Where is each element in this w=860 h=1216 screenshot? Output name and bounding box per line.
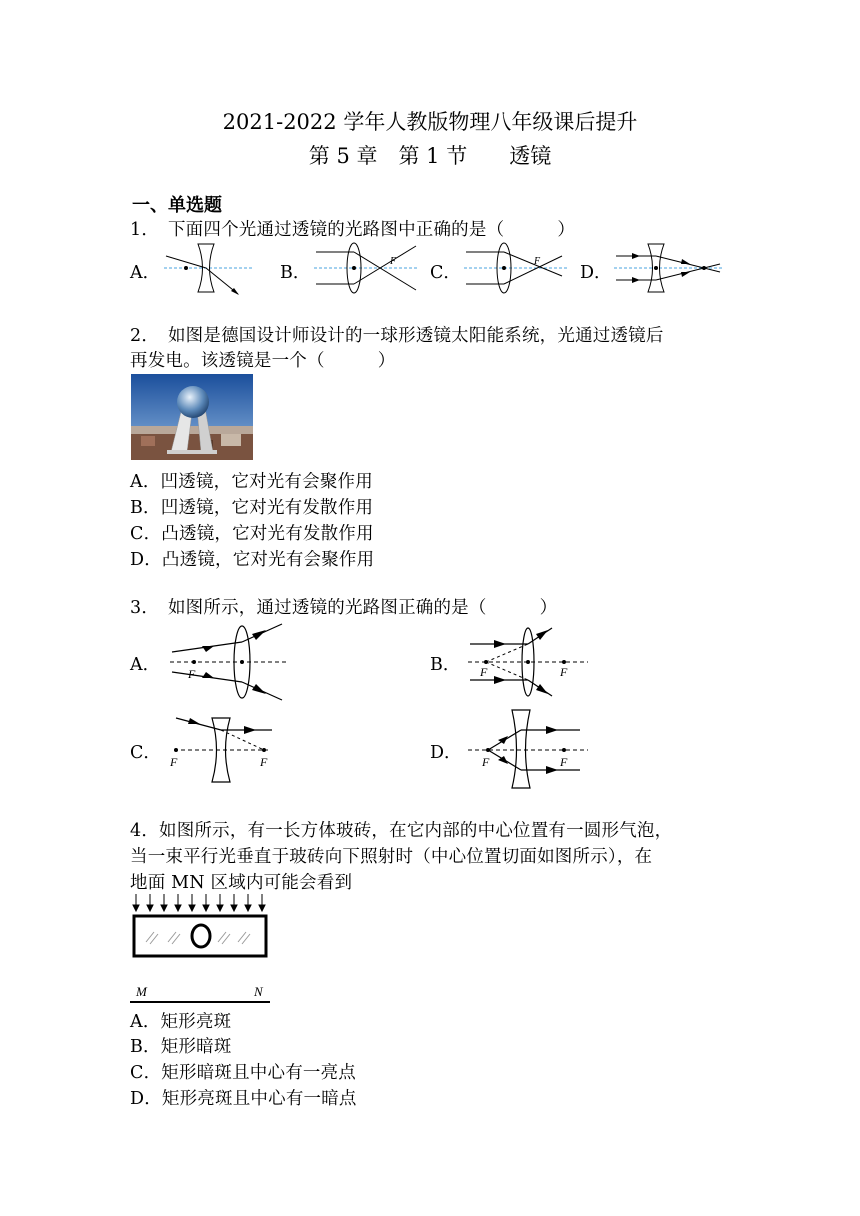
q2-option-b: B．凹透镜，它对光有发散作用: [130, 498, 374, 518]
q3-option-b-label: B．: [430, 655, 461, 675]
q3-figure-b: [466, 620, 590, 704]
q1-c-focus-label: F: [534, 256, 541, 267]
q4-stem-line2: 当一束平行光垂直于玻砖向下照射时（中心位置切面如图所示），在: [130, 847, 653, 867]
q4-glass-brick-figure: [128, 892, 274, 1008]
q4-ground-label-m: M: [136, 984, 147, 999]
q3-option-c-label: C．: [130, 743, 161, 763]
q3-b-focus-label-right: F: [560, 665, 568, 679]
q2-option-d: D．凸透镜，它对光有会聚作用: [130, 550, 375, 570]
q2-option-a: A．凹透镜，它对光有会聚作用: [130, 472, 373, 492]
q3-a-focus-label: F: [188, 667, 196, 681]
q4-stem-line1: 4．如图所示，有一长方体玻砖，在它内部的中心位置有一圆形气泡，: [130, 821, 673, 841]
q4-option-d: D．矩形亮斑且中心有一暗点: [130, 1089, 357, 1109]
q3-c-focus-label-right: F: [260, 755, 268, 769]
q1-figure-b: [312, 240, 420, 296]
q4-stem-line3: 地面 MN 区域内可能会看到: [130, 873, 353, 893]
section-heading: 一、单选题: [132, 195, 222, 216]
q4-option-a: A．矩形亮斑: [130, 1012, 232, 1032]
document-subtitle: 第 5 章 第 1 节 透镜: [308, 144, 552, 168]
q4-ground-label-n: N: [254, 984, 263, 999]
q2-stem-line2: 再发电。该透镜是一个（ ）: [130, 351, 396, 371]
q1-figure-a: [162, 240, 254, 296]
q3-stem: 3． 如图所示，通过透镜的光路图正确的是（ ）: [130, 598, 558, 618]
document-title: 2021-2022 学年人教版物理八年级课后提升: [222, 110, 638, 134]
q1-figure-d: [612, 240, 724, 296]
q1-option-b-label: B．: [280, 263, 311, 283]
q3-option-d-label: D．: [430, 743, 462, 763]
q2-solar-lens-photo: [131, 374, 253, 460]
q4-option-b: B．矩形暗斑: [130, 1037, 232, 1057]
q4-option-c: C．矩形暗斑且中心有一亮点: [130, 1063, 356, 1083]
q2-option-c: C．凸透镜，它对光有发散作用: [130, 524, 374, 544]
q3-figure-c: [166, 712, 278, 786]
q3-b-focus-label-left: F: [480, 665, 488, 679]
q3-figure-a: [166, 620, 288, 704]
q3-option-a-label: A．: [130, 655, 161, 675]
q1-figure-c: [462, 240, 570, 296]
q1-option-d-label: D．: [580, 263, 612, 283]
q1-option-c-label: C．: [430, 263, 461, 283]
q1-stem: 1． 下面四个光通过透镜的光路图中正确的是（ ）: [130, 220, 576, 240]
q3-d-focus-label-right: F: [560, 755, 568, 769]
q1-option-a-label: A．: [130, 263, 161, 283]
q3-figure-d: [466, 706, 590, 792]
q3-d-focus-label-left: F: [482, 755, 490, 769]
q2-stem-line1: 2． 如图是德国设计师设计的一球形透镜太阳能系统，光通过透镜后: [130, 326, 664, 346]
q3-c-focus-label-left: F: [170, 755, 178, 769]
q1-b-focus-label: F: [390, 256, 397, 267]
